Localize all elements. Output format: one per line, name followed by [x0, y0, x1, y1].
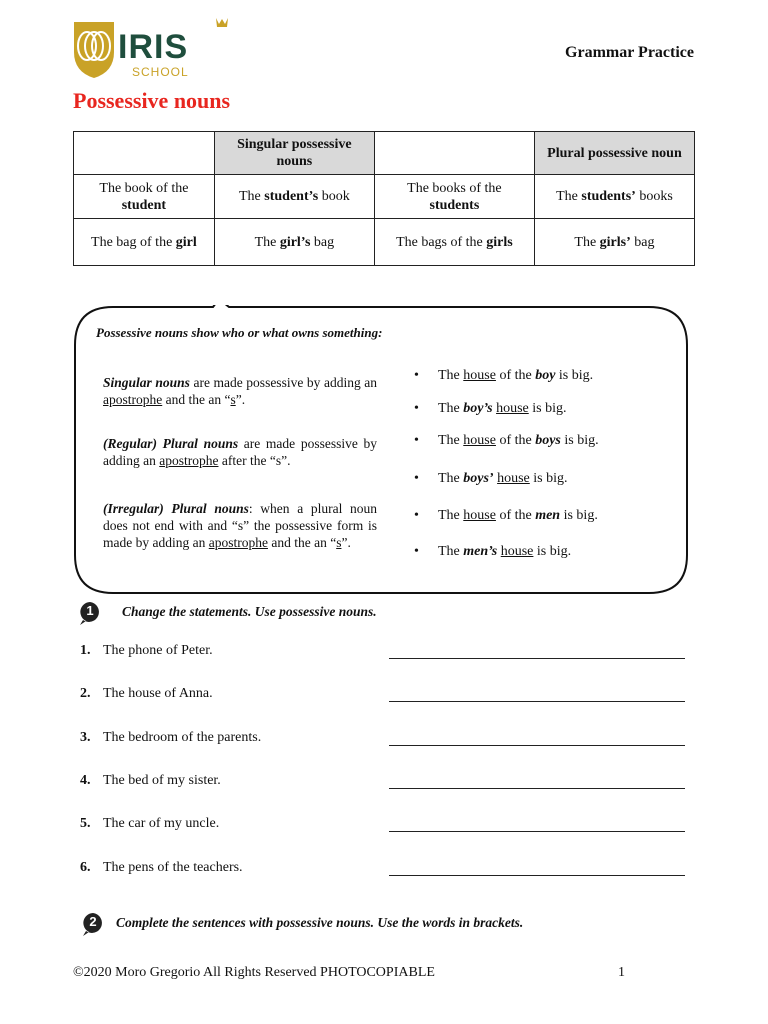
table-header-row [74, 132, 695, 175]
table-header-cell: Plural possessive noun [534, 132, 694, 175]
rule-text: : when a plural noun does not end with and “s” the possessive form is made by adding an [103, 501, 377, 550]
example-item: • The house of the boy is big. [414, 368, 594, 383]
possessive-table [73, 131, 695, 266]
table-header-cell: Singular possessive nouns [214, 132, 374, 175]
table-cell [534, 175, 694, 219]
table-cell [534, 219, 694, 266]
rule-term: (Irregular) Plural nouns [103, 501, 249, 516]
cell-text: The [574, 234, 600, 250]
rule-text: after the “s”. [218, 453, 291, 468]
table-cell [374, 175, 534, 219]
table-cell [214, 219, 374, 266]
cell-bold: students’ [581, 189, 636, 204]
cell-text: The bag of the [91, 234, 176, 250]
cell-text: bag [310, 234, 335, 250]
cell-text: The [239, 189, 265, 204]
cell-bold: girl’s [279, 234, 311, 250]
rule-underline: s [336, 535, 342, 550]
exercise-number-badge: 1 [79, 601, 101, 623]
rule-text: and the an “ [267, 535, 337, 550]
answer-line[interactable] [389, 658, 685, 659]
exercise-item: 3. The bedroom of the parents. [80, 730, 700, 750]
cell-text: The books of the [407, 180, 502, 196]
rule-regular-plural [103, 435, 377, 469]
rule-text: ”. [341, 535, 351, 550]
table-cell [74, 175, 215, 219]
rule-underline: apostrophe [208, 535, 268, 550]
exercise-2-instruction: Complete the sentences with possessive nouns. Use the words in brackets. [116, 915, 524, 930]
example-item: • The boy’s house is big. [414, 401, 567, 416]
example-item: • The house of the boys is big. [414, 433, 599, 448]
header-title: Grammar Practice [565, 44, 694, 61]
rule-underline: s [230, 392, 236, 407]
cell-text: bag [630, 234, 655, 250]
rule-text: and the an “ [162, 392, 231, 407]
example-item: • The men’s house is big. [414, 544, 572, 559]
rule-term: Singular nouns [103, 375, 190, 390]
rule-irregular-plural [103, 500, 377, 551]
example-item: • The house of the men is big. [414, 508, 598, 523]
cell-bold: girls [486, 234, 513, 250]
box-title: Possessive nouns show who or what owns something: [96, 325, 383, 340]
exercise-item: 5. The car of my uncle. [80, 816, 700, 836]
table-header-cell [74, 132, 215, 175]
example-item: • The boys’ house is big. [414, 471, 568, 486]
cell-text: The [254, 234, 280, 250]
answer-line[interactable] [389, 701, 685, 702]
cell-bold: girls’ [599, 234, 631, 250]
cell-bold: students [429, 197, 480, 213]
cell-text: book [318, 189, 350, 204]
exercise-item: 1. The phone of Peter. [80, 643, 700, 663]
logo-subtitle: SCHOOL [132, 65, 189, 79]
page-number: 1 [618, 965, 625, 980]
table-cell [374, 219, 534, 266]
table-row [74, 219, 695, 266]
exercise-number-badge: 2 [82, 912, 104, 934]
rule-term: (Regular) Plural nouns [103, 436, 239, 451]
copyright-footer: ©2020 Moro Gregorio All Rights Reserved PHOTOCOPIABLE [73, 965, 435, 980]
answer-line[interactable] [389, 745, 685, 746]
rule-text: are made possessive by adding an [189, 375, 378, 390]
rule-underline: apostrophe [103, 392, 163, 407]
rule-underline: apostrophe [159, 453, 219, 468]
exercise-item: 4. The bed of my sister. [80, 773, 700, 793]
exercise-item: 6. The pens of the teachers. [80, 860, 700, 880]
cell-text: The [556, 189, 582, 204]
answer-line[interactable] [389, 788, 685, 789]
rule-singular [103, 374, 377, 408]
logo-wordmark: IRIS [118, 28, 189, 66]
table-cell [74, 219, 215, 266]
rule-text: ”. [235, 392, 246, 407]
table-header-cell [374, 132, 534, 175]
table-cell [214, 175, 374, 219]
cell-bold: student [121, 197, 167, 213]
rule-text: are made possessive by adding an [103, 436, 377, 468]
answer-line[interactable] [389, 831, 685, 832]
cell-bold: student’s [264, 189, 319, 204]
page-title: Possessive nouns [73, 88, 231, 113]
answer-line[interactable] [389, 875, 685, 876]
cell-text: The bags of the [396, 234, 487, 250]
cell-bold: girl [175, 234, 197, 250]
cell-text: The book of the [99, 180, 189, 196]
table-row [74, 175, 695, 219]
exercise-item: 2. The house of Anna. [80, 686, 700, 706]
exercise-1-instruction: Change the statements. Use possessive nouns. [122, 604, 377, 619]
cell-text: books [635, 189, 673, 204]
